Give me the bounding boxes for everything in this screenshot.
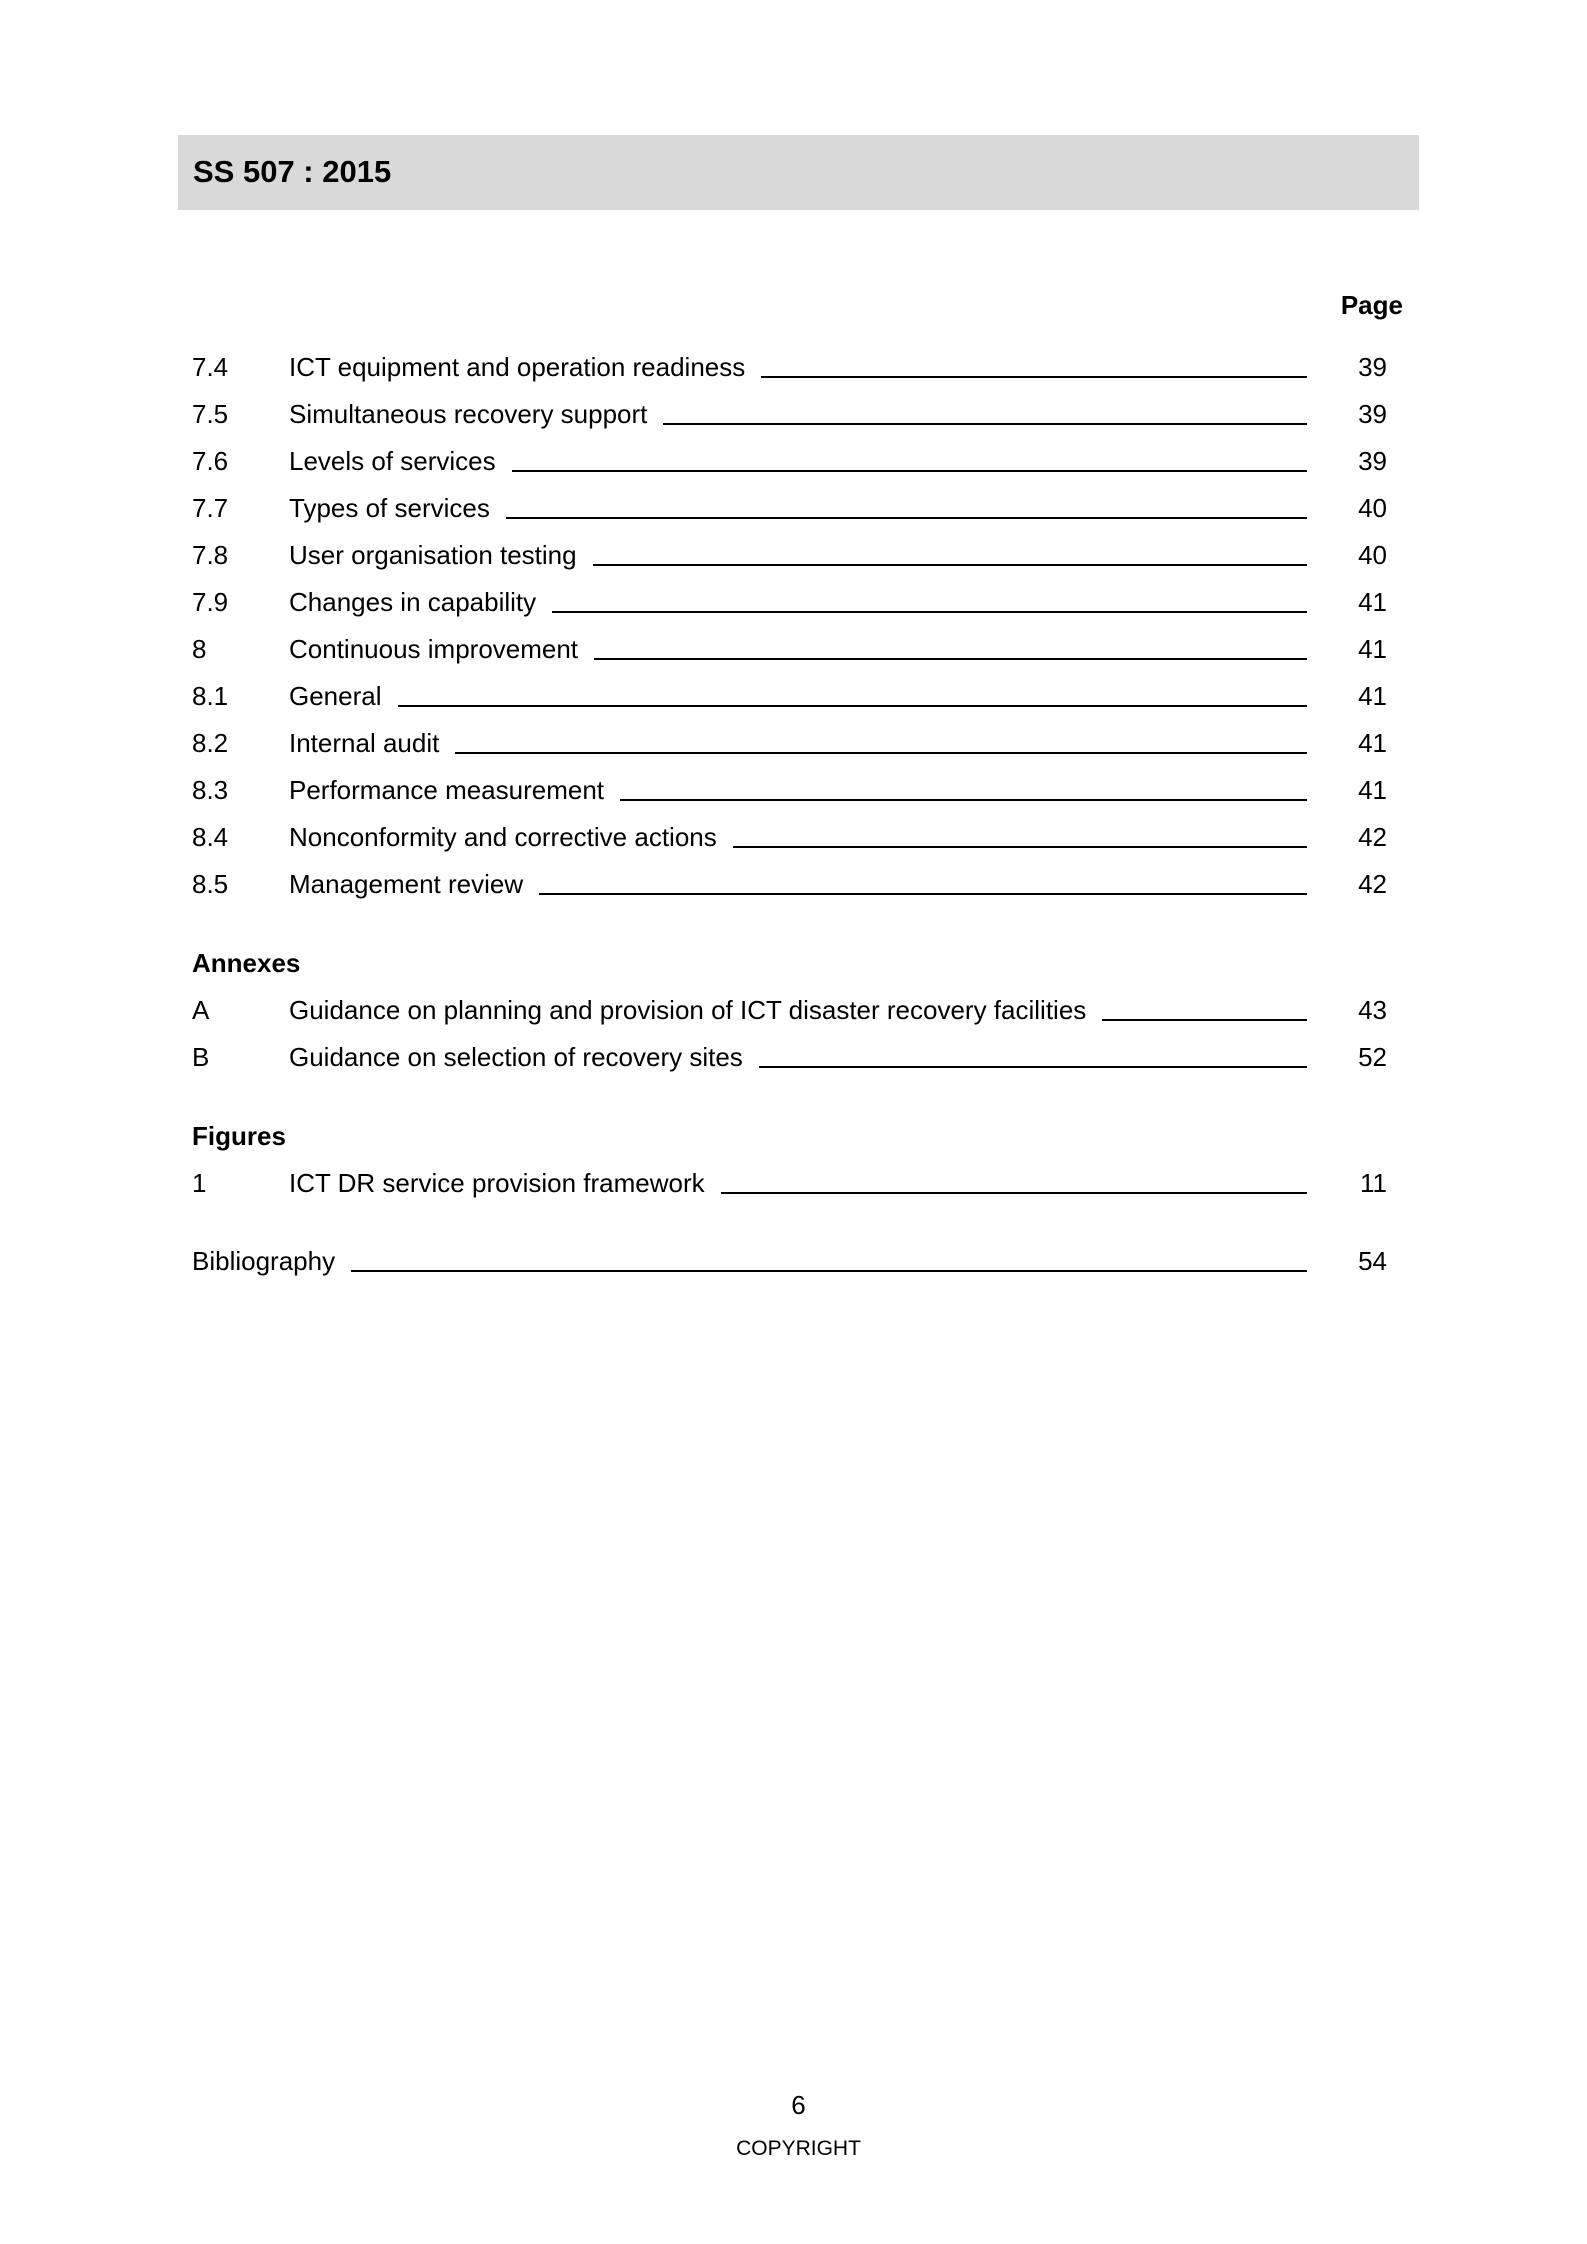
toc-main-list xyxy=(192,352,1387,916)
toc-entry-number: 8.3 xyxy=(192,775,229,805)
toc-entry-page: 41 xyxy=(1358,587,1387,617)
figures-heading: Figures xyxy=(192,1121,286,1151)
toc-entry-bibliography[interactable] xyxy=(192,1246,1387,1293)
toc-entry-number: 1 xyxy=(192,1168,207,1198)
toc-leader-line xyxy=(620,775,1307,801)
toc-annexes-list xyxy=(192,995,1387,1089)
toc-entry[interactable] xyxy=(192,493,1387,540)
toc-entry-page: 41 xyxy=(1358,775,1387,805)
toc-entry[interactable] xyxy=(192,728,1387,775)
toc-entry-page: 42 xyxy=(1358,822,1387,852)
toc-entry-number: 8 xyxy=(192,634,207,664)
toc-entry-title: Types of services xyxy=(289,493,490,523)
toc-leader-line xyxy=(539,869,1307,895)
document-title: SS 507 : 2015 xyxy=(193,154,392,189)
toc-leader-line xyxy=(759,1042,1307,1068)
toc-entry[interactable] xyxy=(192,1042,1387,1089)
toc-entry-number: 7.5 xyxy=(192,399,229,429)
annexes-heading: Annexes xyxy=(192,948,301,978)
toc-entry-number: 8.4 xyxy=(192,822,229,852)
toc-entry-title: Continuous improvement xyxy=(289,634,579,664)
toc-leader-line xyxy=(593,540,1307,566)
page-number: 6 xyxy=(791,2090,806,2120)
toc-entry-page: 39 xyxy=(1358,446,1387,476)
toc-entry-title: Changes in capability xyxy=(289,587,537,617)
toc-entry-number: 7.6 xyxy=(192,446,229,476)
toc-leader-line xyxy=(455,728,1307,754)
toc-entry-page: 40 xyxy=(1358,540,1387,570)
toc-leader-line xyxy=(512,446,1307,472)
toc-entry-page: 39 xyxy=(1358,352,1387,382)
toc-entry-page: 54 xyxy=(1358,1246,1387,1276)
toc-bibliography xyxy=(192,1246,1387,1293)
toc-leader-line xyxy=(663,399,1307,425)
toc-entry-number: 7.9 xyxy=(192,587,229,617)
toc-entry-title: Guidance on selection of recovery sites xyxy=(289,1042,743,1072)
toc-entry[interactable] xyxy=(192,995,1387,1042)
toc-entry-page: 41 xyxy=(1358,634,1387,664)
toc-entry-title: ICT equipment and operation readiness xyxy=(289,352,746,382)
toc-entry[interactable] xyxy=(192,352,1387,399)
toc-entry-page: 11 xyxy=(1360,1168,1387,1198)
toc-entry-page: 41 xyxy=(1358,681,1387,711)
toc-entry[interactable] xyxy=(192,1168,1387,1215)
toc-entry-number: 8.1 xyxy=(192,681,229,711)
toc-entry-number: 7.8 xyxy=(192,540,229,570)
toc-leader-line xyxy=(552,587,1307,613)
toc-entry-page: 43 xyxy=(1358,995,1387,1025)
toc-leader-line xyxy=(1102,995,1307,1021)
toc-entry[interactable] xyxy=(192,587,1387,634)
toc-entry-title: ICT DR service provision framework xyxy=(289,1168,705,1198)
toc-entry-page: 42 xyxy=(1358,869,1387,899)
toc-entry-title: Bibliography xyxy=(192,1246,336,1276)
toc-entry[interactable] xyxy=(192,540,1387,587)
toc-entry[interactable] xyxy=(192,822,1387,869)
toc-entry-page: 40 xyxy=(1358,493,1387,523)
toc-entry-title: General xyxy=(289,681,382,711)
document-header-bar xyxy=(178,135,1419,210)
toc-entry-title: Nonconformity and corrective actions xyxy=(289,822,717,852)
toc-entry-title: Levels of services xyxy=(289,446,496,476)
toc-entry-title: Performance measurement xyxy=(289,775,605,805)
toc-entry-number: A xyxy=(192,995,210,1025)
toc-leader-line xyxy=(761,352,1307,378)
toc-leader-line xyxy=(506,493,1307,519)
page-column-label: Page xyxy=(1340,290,1403,320)
toc-entry-page: 39 xyxy=(1358,399,1387,429)
toc-entry[interactable] xyxy=(192,446,1387,493)
toc-leader-line xyxy=(721,1168,1307,1194)
toc-entry-page: 52 xyxy=(1358,1042,1387,1072)
copyright-notice: COPYRIGHT xyxy=(736,2137,861,2160)
toc-leader-line xyxy=(733,822,1307,848)
toc-leader-line xyxy=(398,681,1308,707)
toc-entry[interactable] xyxy=(192,869,1387,916)
toc-entry-title: User organisation testing xyxy=(289,540,577,570)
toc-entry-number: B xyxy=(192,1042,210,1072)
toc-entry[interactable] xyxy=(192,775,1387,822)
toc-entry-title: Management review xyxy=(289,869,524,899)
toc-entry[interactable] xyxy=(192,399,1387,446)
toc-entry-title: Internal audit xyxy=(289,728,440,758)
toc-entry-title: Simultaneous recovery support xyxy=(289,399,648,429)
toc-leader-line xyxy=(594,634,1307,660)
toc-entry-number: 7.7 xyxy=(192,493,229,523)
toc-entry-title: Guidance on planning and provision of ICT disaster recovery facilities xyxy=(289,995,1087,1025)
toc-figures-list xyxy=(192,1168,1387,1215)
toc-entry-number: 8.5 xyxy=(192,869,229,899)
toc-entry-page: 41 xyxy=(1358,728,1387,758)
toc-entry[interactable] xyxy=(192,681,1387,728)
toc-entry[interactable] xyxy=(192,634,1387,681)
toc-leader-line xyxy=(351,1246,1307,1272)
toc-entry-number: 8.2 xyxy=(192,728,229,758)
toc-entry-number: 7.4 xyxy=(192,352,229,382)
